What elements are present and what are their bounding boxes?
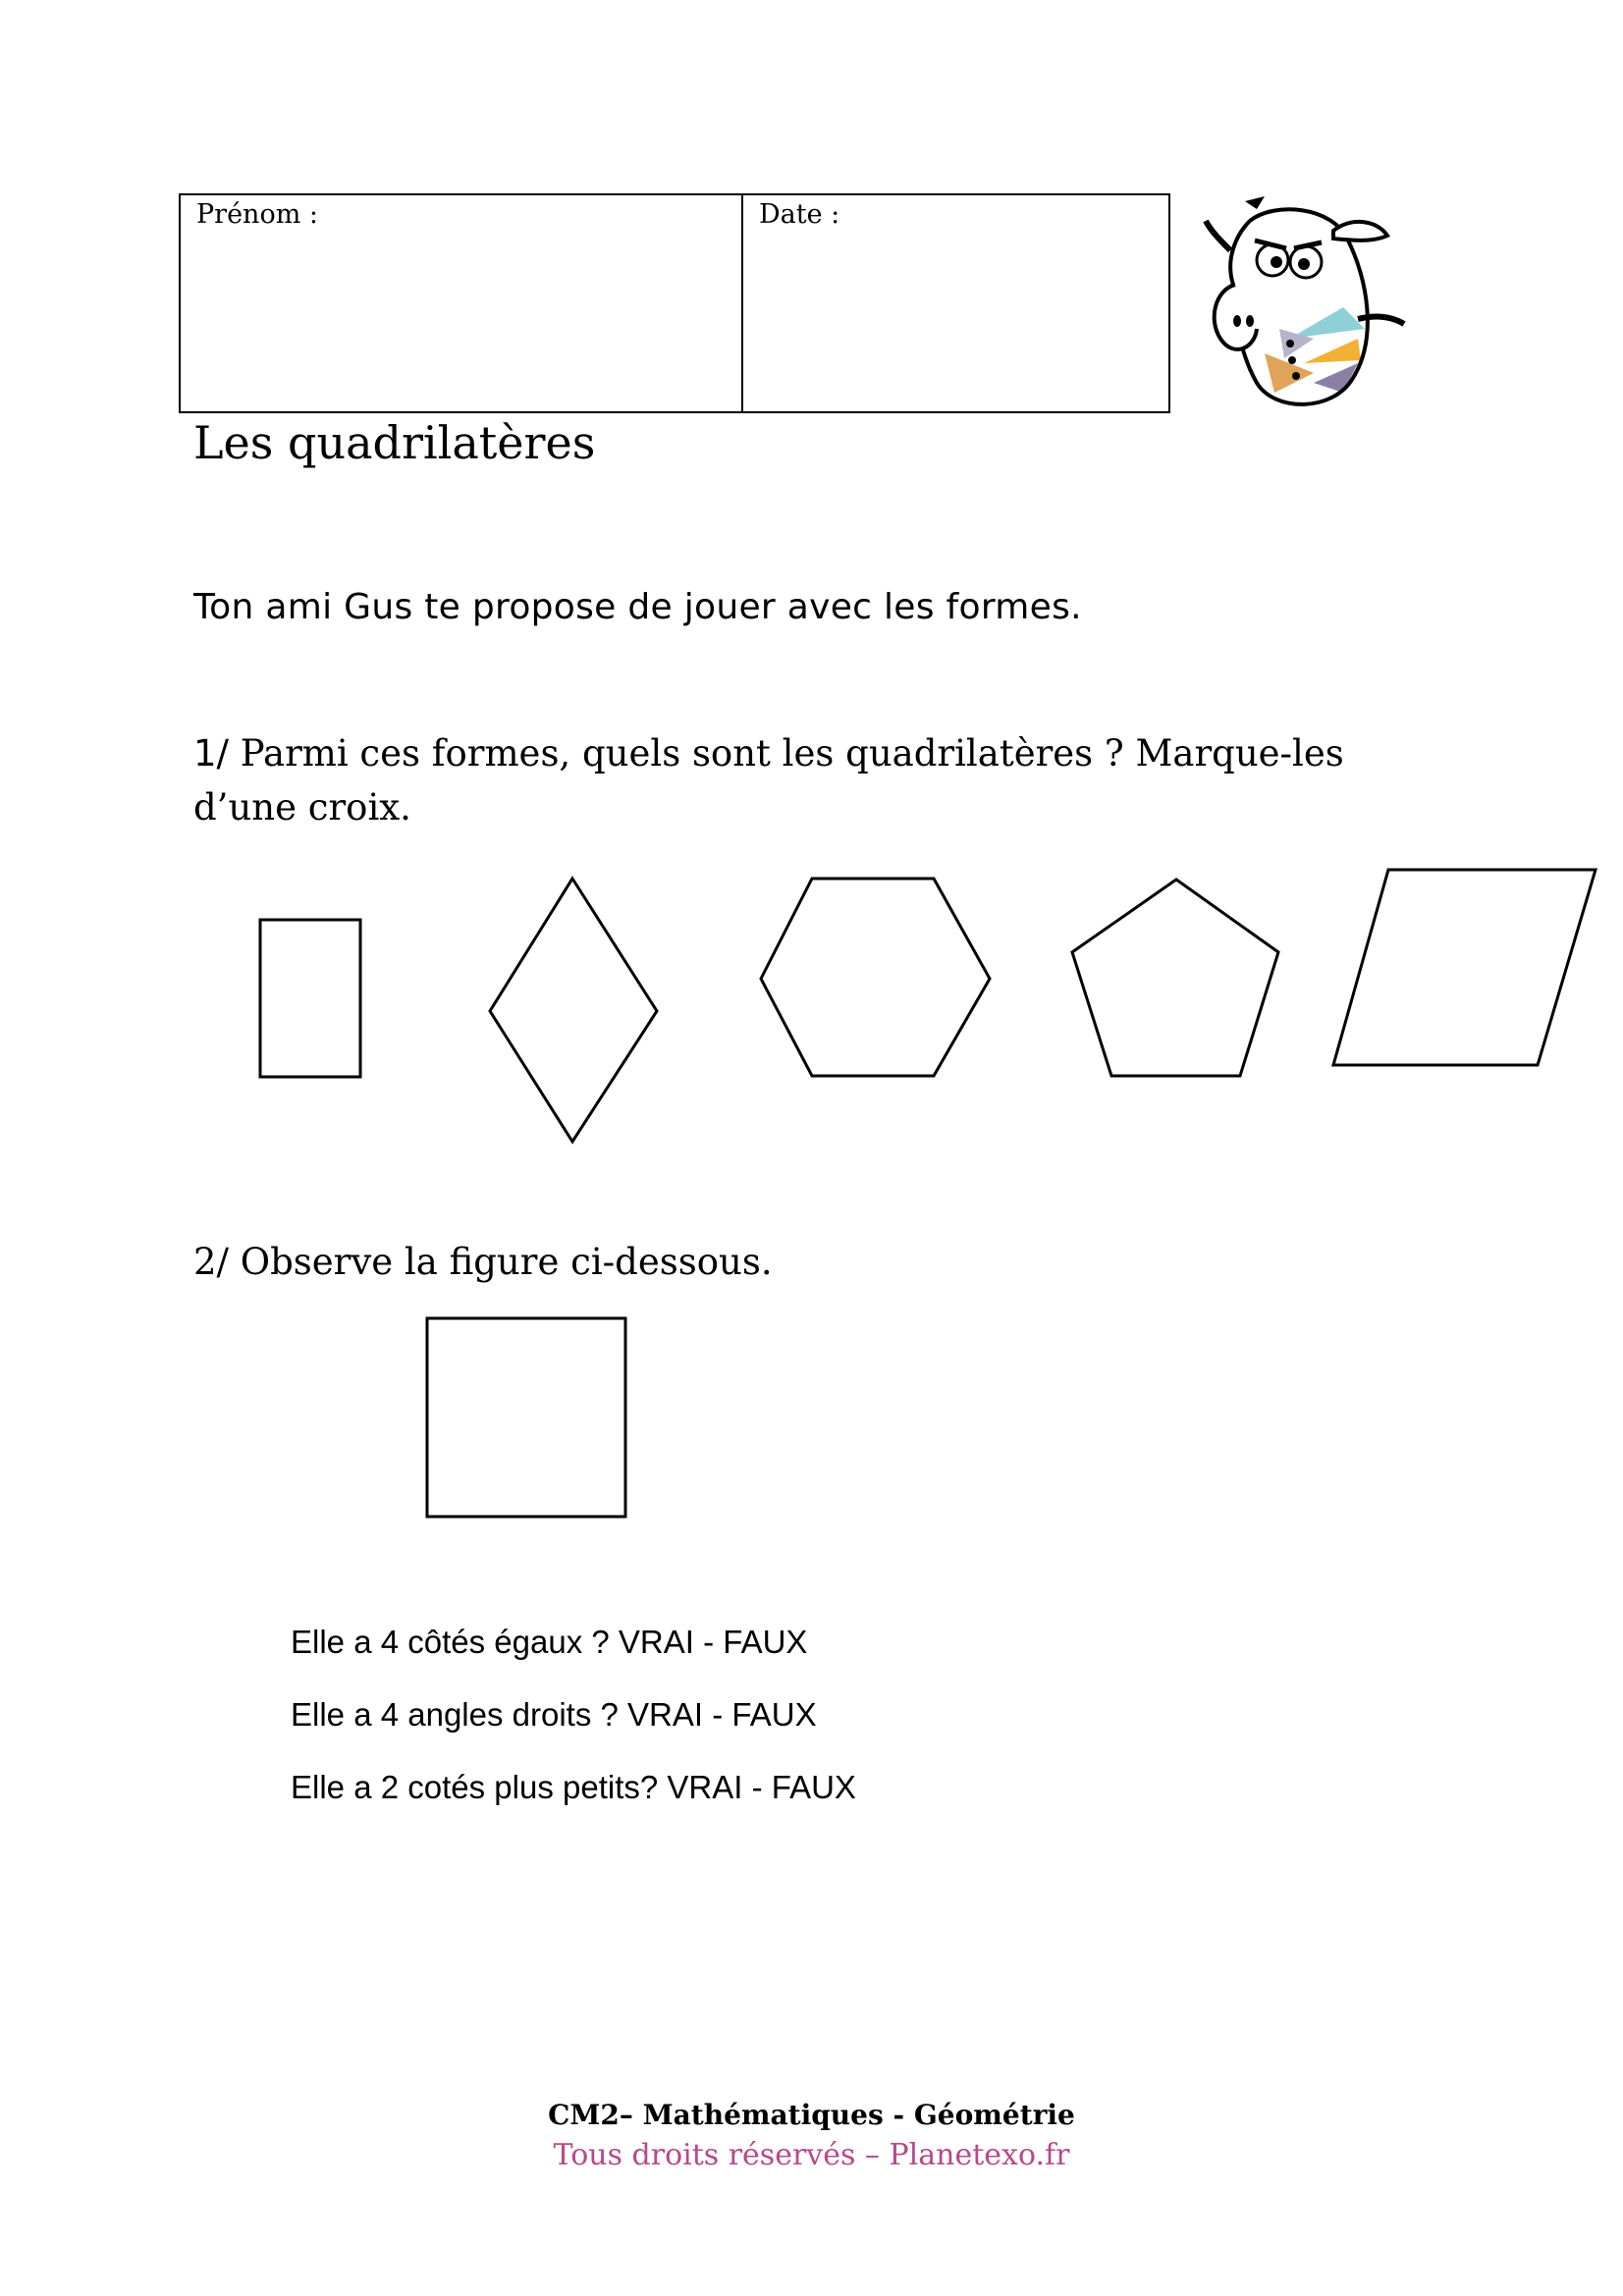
- intro-text: Ton ami Gus te propose de jouer avec les formes.: [193, 587, 1082, 627]
- question-1-number: 1/: [193, 732, 230, 774]
- date-field[interactable]: [743, 195, 1168, 411]
- statement-1[interactable]: Elle a 4 côtés égaux ? VRAI - FAUX: [291, 1624, 808, 1660]
- date-label: Date :: [759, 199, 840, 230]
- question-1: [193, 726, 1440, 834]
- sheep-mascot-icon: [1196, 191, 1412, 417]
- header-box: [179, 193, 1170, 413]
- shape-rhombus-outline: [490, 879, 657, 1142]
- statement-3[interactable]: Elle a 2 cotés plus petits? VRAI - FAUX: [291, 1769, 856, 1805]
- question-1-text: Parmi ces formes, quels sont les quadrilatères ? Marque-les d’une croix.: [193, 732, 1344, 828]
- figure-square-outline: [427, 1318, 625, 1517]
- shape-rectangle-outline: [260, 920, 360, 1077]
- question-2: 2/ Observe la figure ci-dessous.: [193, 1241, 773, 1283]
- prenom-field[interactable]: [181, 195, 743, 411]
- footer-subject: CM2– Mathématiques - Géométrie: [548, 2099, 1075, 2131]
- statement-2[interactable]: Elle a 4 angles droits ? VRAI - FAUX: [291, 1696, 817, 1733]
- page-title: Les quadrilatères: [193, 416, 596, 469]
- shape-parallelogram-outline: [1333, 870, 1596, 1065]
- shape-hexagon-outline: [761, 879, 990, 1076]
- footer-copyright: Tous droits réservés – Planetexo.fr: [553, 2138, 1070, 2172]
- prenom-label: Prénom :: [196, 199, 318, 230]
- shape-pentagon-outline: [1072, 880, 1278, 1076]
